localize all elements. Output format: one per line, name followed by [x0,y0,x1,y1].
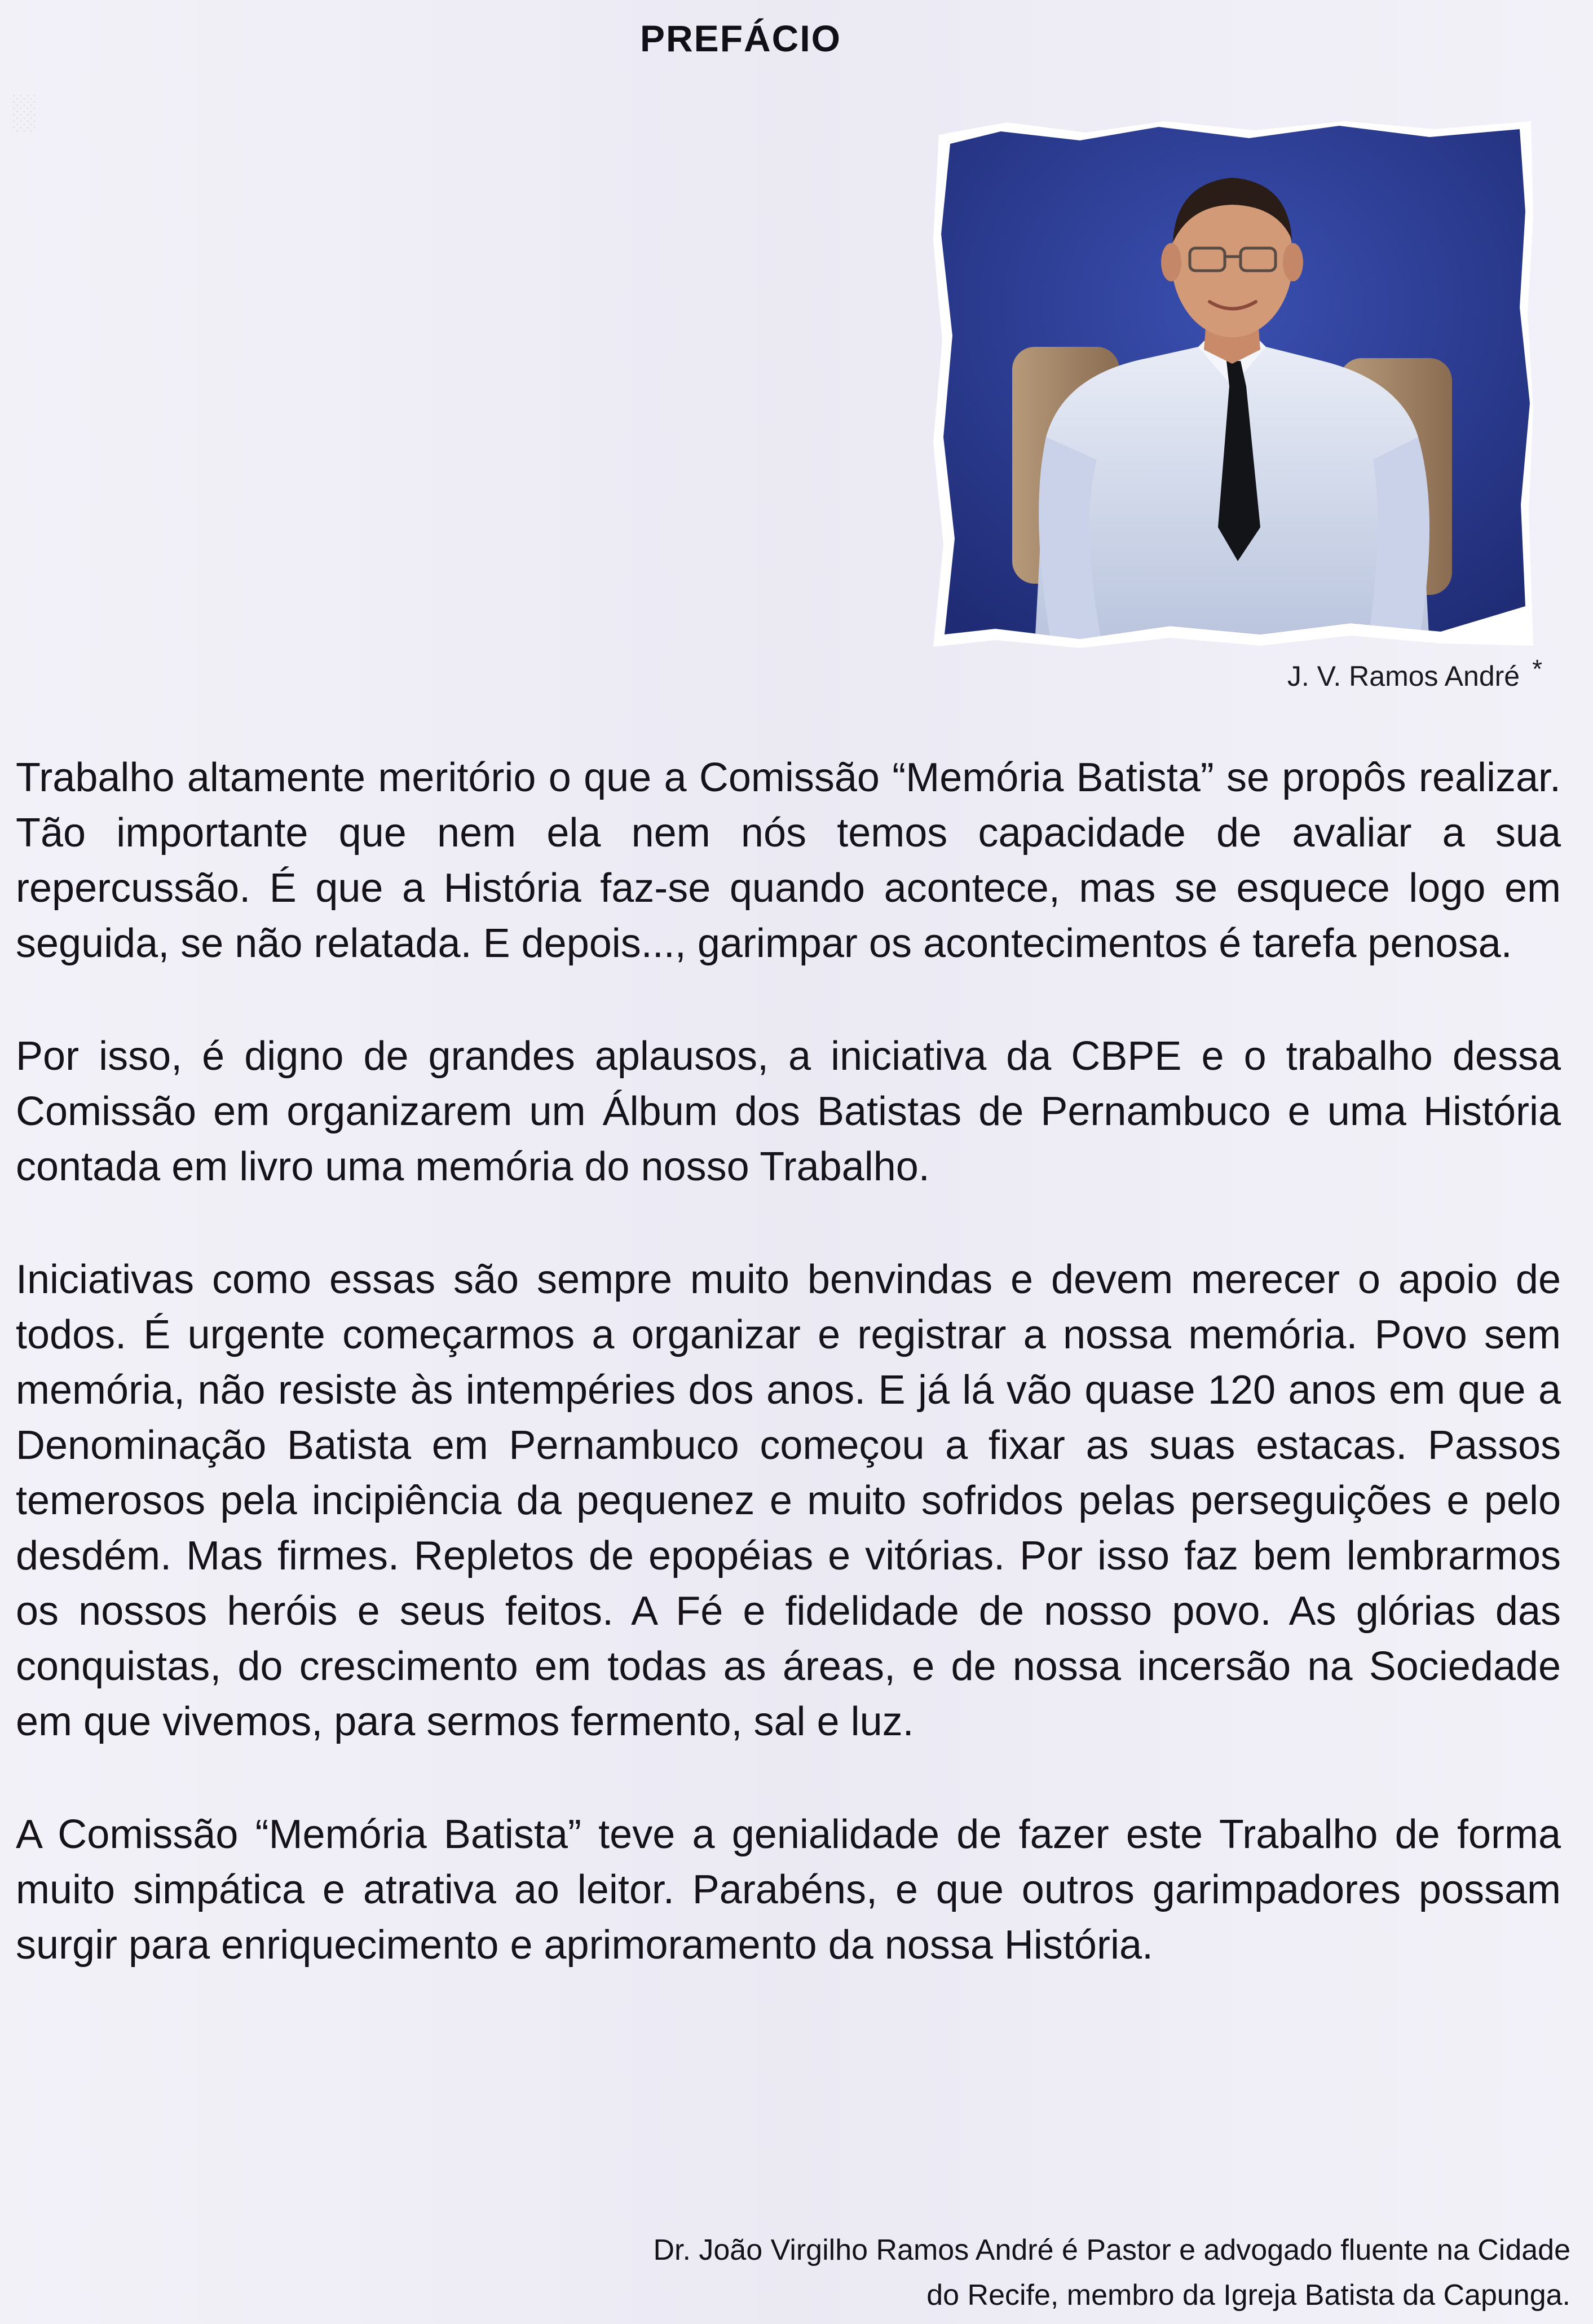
paragraph-4: A Comissão “Memória Batista” teve a genialidade de fazer este Trabalho de forma muito simpática e atrativa ao leitor. Parabéns, e que outros garimpadores possam surgir para enriquecimento e aprimoramento da nossa História. [16,1812,1561,1968]
author-footnote [330,2228,1570,2318]
page-title: PREFÁCIO [640,17,842,59]
paragraph-2: Por isso, é digno de grandes aplausos, a iniciativa da CBPE e o trabalho dessa Comissão em organizarem um Álbum dos Batistas de Pernambuco e uma História contada em livro uma memória do nosso Trabalho. [16,1034,1561,1189]
photo-caption [1287,654,1542,693]
paragraph-1: Trabalho altamente meritório o que a Comissão “Memória Batista” se propôs realizar. Tão importante que nem ela nem nós temos capacidade de avaliar a sua repercussão. É que a História faz-se quando acontece, mas se esquece logo em seguida, se não relatada. E depois..., garimpar os acontecimentos é tarefa penosa. [16,755,1561,966]
footnote-marker: * [1532,654,1542,683]
author-footnote-line-1: Dr. João Virgilho Ramos André é Pastor e advogado fluente na Cidade [653,2234,1570,2266]
portrait-photo [933,121,1534,649]
portrait-illustration [933,121,1534,649]
photo-caption-name: J. V. Ramos André [1287,660,1520,692]
author-footnote-line-2: do Recife, membro da Igreja Batista da Capunga. [926,2279,1570,2312]
paragraph-3: Iniciativas como essas são sempre muito benvindas e devem merecer o apoio de todos. É urgente começarmos a organizar e registrar a nossa memória. Povo sem memória, não resiste às intempéries dos anos. E já lá vão quase 120 anos em que a Denominação Batista em Pernambuco começou a fixar as suas estacas. Passos temerosos pela incipiência da pequenez e muito sofridos pelas perseguições e pelo desdém. Mas firmes. Repletos de epopéias e vitórias. Por isso faz bem lembrarmos os nossos heróis e seus feitos. A Fé e fidelidade de nosso povo. As glórias das conquistas, do crescimento em todas as áreas, e de nossa incersão na Sociedade em que vivemos, para sermos fermento, sal e luz. [16,1257,1561,1744]
preface-body [16,750,1561,2030]
bleed-through-left: ░ [11,92,36,130]
